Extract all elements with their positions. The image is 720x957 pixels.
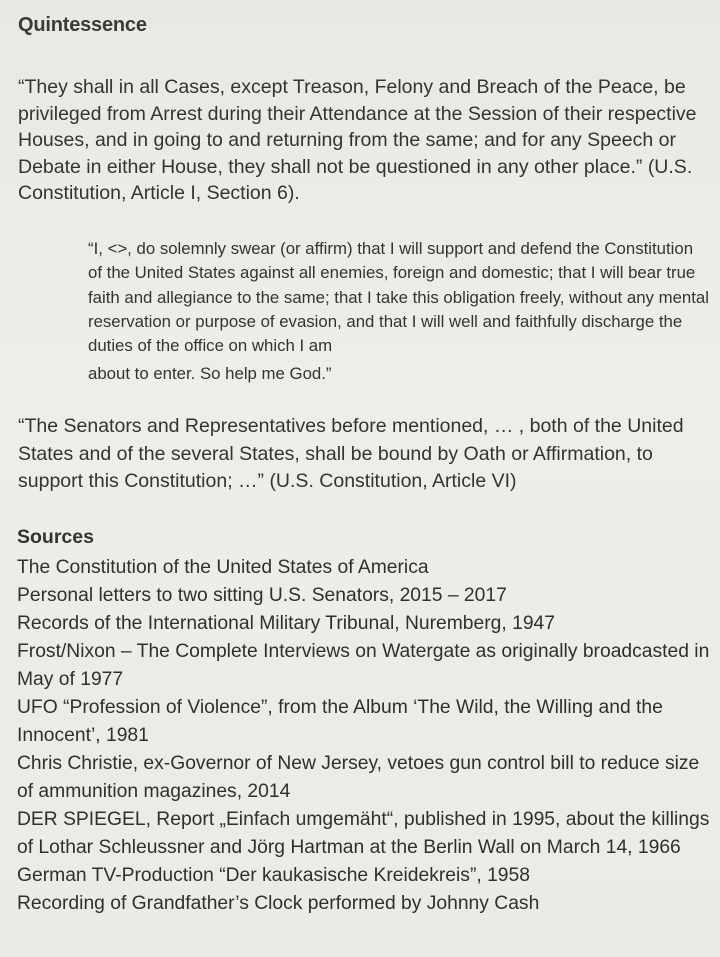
source-item: The Constitution of the United States of America	[17, 557, 429, 578]
source-item: Frost/Nixon – The Complete Interviews on Watergate as originally broadcasted in May of 1977	[17, 641, 710, 690]
oath-of-office-quote	[88, 237, 710, 387]
constitution-quote-article-1: “They shall in all Cases, except Treason, Felony and Breach of the Peace, be privileged from Arrest during their Attendance at the Session of their respective Houses, and in going to and returning from the same; and for any Speech or Debate in either House, they shall not be questioned in any other place.” (U.S. Constitution, Article I, Section 6).	[18, 76, 697, 204]
oath-closing-line: about to enter. So help me God.”	[88, 364, 332, 384]
source-item: UFO “Profession of Violence”, from the Album ‘The Wild, the Willing and the Innocent’, 1981	[17, 697, 663, 746]
constitution-quote-article-6: “The Senators and Representatives before mentioned, … , both of the United States and of the several States, shall be bound by Oath or Affirmation, to support this Constitution; …” (U.S. Constitution, Article VI)	[18, 415, 684, 492]
source-item: Chris Christie, ex-Governor of New Jersey, vetoes gun control bill to reduce size of ammunition magazines, 2014	[17, 753, 700, 802]
source-item: Personal letters to two sitting U.S. Senators, 2015 – 2017	[17, 585, 507, 606]
page-title: Quintessence	[18, 14, 147, 36]
source-item: German TV-Production “Der kaukasische Kreidekreis”, 1958	[17, 865, 530, 886]
sources-list	[17, 554, 712, 918]
source-item: Recording of Grandfather’s Clock performed by Johnny Cash	[17, 893, 540, 914]
source-item: Records of the International Military Tribunal, Nuremberg, 1947	[17, 613, 556, 634]
source-item: DER SPIEGEL, Report „Einfach umgemäht“, published in 1995, about the killings of Lothar Schleussner and Jörg Hartman at the Berlin Wall on March 14, 1966	[17, 809, 710, 858]
oath-body-text: “I, <>, do solemnly swear (or affirm) that I will support and defend the Constitution of the United States against all enemies, foreign and domestic; that I will bear true faith and allegiance to the same; that I take this obligation freely, without any mental reservation or purpose of evasion, and that I will well and faithfully discharge the duties of the office on which I am	[88, 239, 709, 356]
sources-heading: Sources	[17, 526, 94, 548]
